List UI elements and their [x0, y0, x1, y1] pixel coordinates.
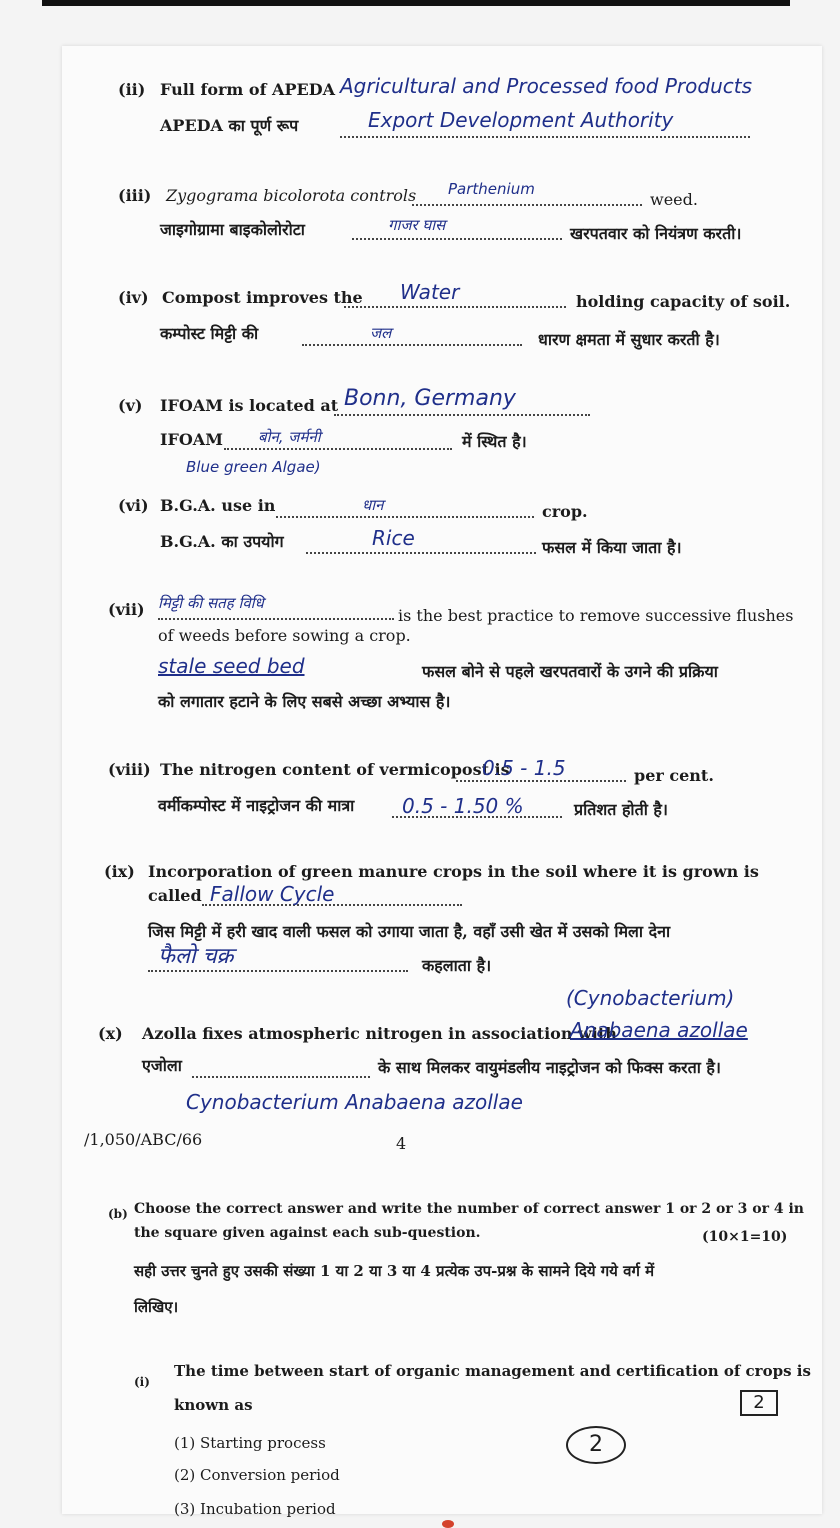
exam-sheet — [62, 46, 822, 1518]
question-text-hi: कम्पोस्ट मिट्टी की — [160, 324, 259, 343]
question-number: (vii) — [108, 600, 145, 619]
answer-blank — [412, 204, 642, 206]
question-number: (x) — [98, 1024, 123, 1043]
question-number: (ix) — [104, 862, 135, 881]
question-text-en: called — [148, 886, 202, 905]
handwritten-answer: गाजर घास — [388, 216, 446, 234]
question-number: (iii) — [118, 186, 152, 205]
section-label: (b) — [108, 1207, 128, 1221]
handwritten-answer: Rice — [372, 526, 415, 550]
section-instruction-en: the square given against each sub-question. — [134, 1225, 481, 1241]
section-instruction-en: Choose the correct answer and write the number of correct answer 1 or 2 or 3 or 4 in — [134, 1201, 804, 1217]
question-suffix: per cent. — [634, 766, 714, 785]
question-text-en: Zygograma bicolorota controls — [166, 186, 417, 205]
question-suffix: holding capacity of soil. — [576, 292, 791, 311]
mcq-option-cut-off: (3) Incubation period — [174, 1500, 336, 1518]
handwritten-note: Blue green Algae) — [186, 458, 321, 476]
handwritten-answer: मिट्टी की सतह विधि — [158, 594, 264, 612]
question-text-hi: एजोला — [142, 1056, 182, 1075]
question-number: (v) — [118, 396, 143, 415]
answer-blank — [344, 306, 566, 308]
question-text-hi: IFOAM — [160, 430, 223, 449]
mcq-question-text: The time between start of organic management and certification of crops is — [174, 1362, 811, 1380]
answer-blank — [340, 136, 750, 138]
question-number: (viii) — [108, 760, 151, 779]
question-number: (ii) — [118, 80, 146, 99]
question-text-en: Incorporation of green manure crops in the soil where it is grown is — [148, 862, 759, 881]
question-suffix: फसल बोने से पहले खरपतवारों के उगने की प्रक्रिया — [422, 662, 718, 681]
question-suffix: प्रतिशत होती है। — [574, 800, 668, 819]
question-text-hi: APEDA का पूर्ण रूप — [160, 116, 299, 135]
question-text-en: Full form of APEDA — [160, 80, 335, 99]
section-instruction-hi: लिखिए। — [134, 1298, 179, 1316]
question-text-en: of weeds before sowing a crop. — [158, 626, 411, 645]
handwritten-answer: Bonn, Germany — [344, 386, 516, 411]
handwritten-answer: Export Development Authority — [368, 108, 674, 132]
red-mark — [442, 1520, 454, 1528]
answer-blank — [276, 516, 534, 518]
question-suffix: weed. — [650, 190, 698, 209]
question-number: (iv) — [118, 288, 149, 307]
question-text-hi: जाइगोग्रामा बाइकोलोरोटा — [160, 220, 305, 239]
question-suffix: खरपतवार को नियंत्रण करती। — [570, 224, 742, 243]
handwritten-answer: 0.5 - 1.50 % — [402, 794, 524, 818]
answer-blank — [148, 970, 408, 972]
question-text-en: is the best practice to remove successive flushes — [398, 606, 794, 625]
answer-blank — [456, 780, 626, 782]
question-suffix: के साथ मिलकर वायुमंडलीय नाइट्रोजन को फिक्स करता है। — [378, 1058, 721, 1077]
section-instruction-hi: सही उत्तर चुनते हुए उसकी संख्या 1 या 2 या 3 या 4 प्रत्येक उप-प्रश्न के सामने दिये गये वर्ग में — [134, 1262, 655, 1280]
answer-box: 2 — [740, 1390, 778, 1416]
handwritten-answer: Water — [400, 280, 460, 304]
question-text-hi: को लगातार हटाने के लिए सबसे अच्छा अभ्यास है। — [158, 692, 451, 711]
handwritten-answer: Anabaena azollae — [570, 1018, 748, 1042]
question-suffix: crop. — [542, 502, 588, 521]
mcq-option: (1) Starting process — [174, 1434, 326, 1452]
mcq-option: (2) Conversion period — [174, 1466, 340, 1484]
answer-blank — [224, 448, 452, 450]
mcq-question-text: known as — [174, 1396, 253, 1414]
answer-blank — [334, 414, 590, 416]
handwritten-answer: Fallow Cycle — [210, 882, 335, 906]
page-number: 4 — [396, 1134, 407, 1153]
question-text-hi: जिस मिट्टी में हरी खाद वाली फसल को उगाया जाता है, वहाँ उसी खेत में उसको मिला देना — [148, 922, 671, 941]
question-text-en: B.G.A. use in — [160, 496, 276, 515]
answer-blank — [192, 1076, 370, 1078]
question-text-en: IFOAM is located at — [160, 396, 339, 415]
answer-blank — [302, 344, 522, 346]
question-suffix: कहलाता है। — [422, 956, 492, 975]
handwritten-answer: stale seed bed — [158, 654, 305, 678]
top-edge-bar — [42, 0, 790, 6]
handwritten-answer: जल — [370, 324, 392, 342]
question-text-en: The nitrogen content of vermicopost is — [160, 760, 510, 779]
handwritten-note: (Cynobacterium) — [566, 986, 735, 1010]
question-number: (i) — [134, 1375, 150, 1389]
paper-code: /1,050/ABC/66 — [84, 1130, 203, 1149]
handwritten-answer: फैलो चक्र — [158, 944, 234, 969]
section-marks: (10×1=10) — [702, 1229, 788, 1245]
question-number: (vi) — [118, 496, 149, 515]
handwritten-answer: धान — [362, 496, 384, 514]
question-suffix: धारण क्षमता में सुधार करती है। — [538, 330, 720, 349]
answer-blank — [158, 618, 394, 620]
handwritten-answer: Agricultural and Processed food Products — [340, 74, 753, 98]
question-text-en: Azolla fixes atmospheric nitrogen in association with — [142, 1024, 617, 1043]
handwritten-answer: Cynobacterium Anabaena azollae — [186, 1090, 523, 1114]
handwritten-answer: Parthenium — [448, 180, 535, 198]
question-suffix: फसल में किया जाता है। — [542, 538, 682, 557]
answer-blank — [306, 552, 536, 554]
question-text-hi: B.G.A. का उपयोग — [160, 532, 284, 551]
handwritten-answer: बोन, जर्मनी — [258, 428, 321, 446]
question-suffix: में स्थित है। — [462, 432, 527, 451]
question-text-hi: वर्मीकम्पोस्ट में नाइट्रोजन की मात्रा — [158, 796, 355, 815]
circled-answer: 2 — [566, 1426, 626, 1464]
handwritten-answer: 0.5 - 1.5 — [482, 756, 566, 780]
answer-blank — [352, 238, 562, 240]
question-text-en: Compost improves the — [162, 288, 363, 307]
